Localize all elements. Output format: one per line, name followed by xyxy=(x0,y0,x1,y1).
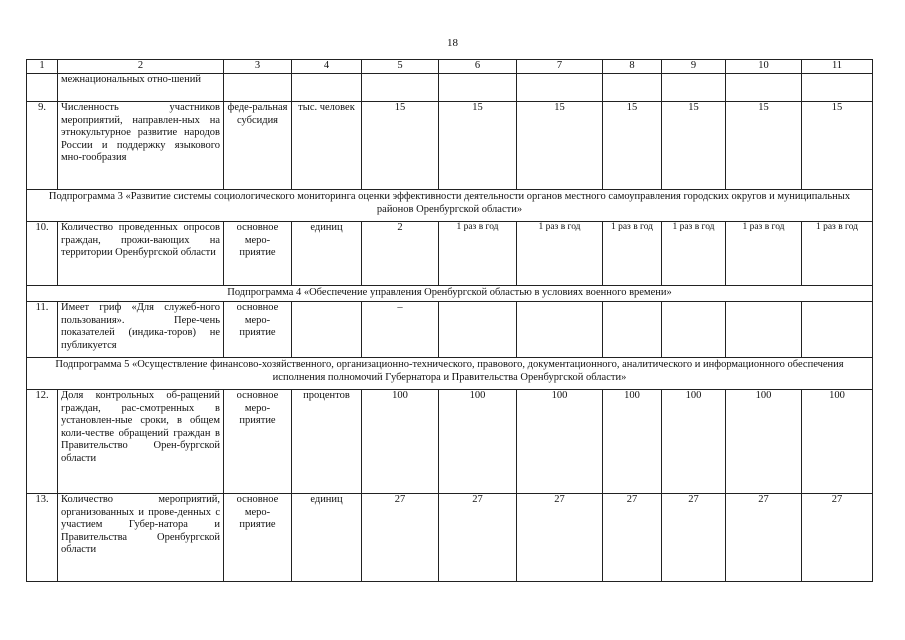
funding-source: основное меро-приятие xyxy=(224,390,292,494)
indicator-value: 15 xyxy=(603,102,662,190)
column-number: 1 xyxy=(27,60,58,74)
indicator-value xyxy=(802,302,873,358)
indicator-value xyxy=(726,74,802,102)
column-number: 8 xyxy=(603,60,662,74)
indicator-value: 15 xyxy=(662,102,726,190)
indicator-value: 27 xyxy=(362,494,439,582)
funding-source: основное меро-приятие xyxy=(224,302,292,358)
row-number: 9. xyxy=(27,102,58,190)
row-number: 12. xyxy=(27,390,58,494)
funding-source: основное меро-приятие xyxy=(224,494,292,582)
indicator-value: – xyxy=(362,302,439,358)
indicator-value: 1 раз в год xyxy=(802,222,873,286)
indicator-row xyxy=(27,494,873,582)
row-number xyxy=(27,74,58,102)
unit-of-measure: процентов xyxy=(292,390,362,494)
column-numbers-row xyxy=(27,60,873,74)
indicator-value xyxy=(662,74,726,102)
indicator-row xyxy=(27,222,873,286)
indicator-value: 100 xyxy=(603,390,662,494)
indicator-name: Доля контрольных об-ращений граждан, рас-смотренных в установлен-ные сроки, в общем коли-честве обращений граждан в Правительство Орен-бургской области xyxy=(58,390,224,494)
subprogram-title: Подпрограмма 5 «Осуществление финансово-хозяйственного, организационно-технического, правового, документационного, аналитического и информационного обеспечения исполнения полномочий Губернатора и Правительства Оренбургской области» xyxy=(27,358,873,390)
indicator-value xyxy=(517,74,603,102)
page-number: 18 xyxy=(447,37,458,49)
column-number: 4 xyxy=(292,60,362,74)
column-number: 10 xyxy=(726,60,802,74)
indicator-value: 100 xyxy=(802,390,873,494)
unit-of-measure: единиц xyxy=(292,494,362,582)
table-body xyxy=(27,60,873,582)
funding-source: феде-ральная субсидия xyxy=(224,102,292,190)
indicator-value: 27 xyxy=(517,494,603,582)
row-number: 13. xyxy=(27,494,58,582)
indicator-value xyxy=(726,302,802,358)
indicator-row xyxy=(27,74,873,102)
subprogram-row xyxy=(27,190,873,222)
indicator-value xyxy=(362,74,439,102)
indicator-name: Численность участников мероприятий, направлен-ных на этнокультурное развитие народов России и поддержку языкового мно-гообразия xyxy=(58,102,224,190)
indicator-value: 100 xyxy=(362,390,439,494)
indicator-value: 100 xyxy=(517,390,603,494)
indicator-value: 15 xyxy=(517,102,603,190)
indicator-value: 100 xyxy=(439,390,517,494)
indicator-value: 1 раз в год xyxy=(603,222,662,286)
indicator-value: 27 xyxy=(726,494,802,582)
indicator-value: 15 xyxy=(726,102,802,190)
indicator-value xyxy=(439,74,517,102)
funding-source: основное меро-приятие xyxy=(224,222,292,286)
subprogram-row xyxy=(27,286,873,302)
funding-source xyxy=(224,74,292,102)
indicator-value: 15 xyxy=(439,102,517,190)
indicator-row xyxy=(27,102,873,190)
column-number: 6 xyxy=(439,60,517,74)
indicator-name: Имеет гриф «Для служеб-ного пользования». Пере-чень показателей (индика-торов) не публикуется xyxy=(58,302,224,358)
subprogram-title: Подпрограмма 3 «Развитие системы социологического мониторинга оценки эффективности деятельности органов местного самоуправления городских округов и муниципальных районов Оренбургской области» xyxy=(27,190,873,222)
column-number: 5 xyxy=(362,60,439,74)
unit-of-measure: тыс. человек xyxy=(292,102,362,190)
indicator-value: 1 раз в год xyxy=(662,222,726,286)
indicator-value: 27 xyxy=(802,494,873,582)
indicator-value: 27 xyxy=(439,494,517,582)
indicator-value xyxy=(517,302,603,358)
column-number: 2 xyxy=(58,60,224,74)
indicator-value xyxy=(603,302,662,358)
column-number: 3 xyxy=(224,60,292,74)
indicator-row xyxy=(27,302,873,358)
indicator-name: межнациональных отно-шений xyxy=(58,74,224,102)
row-number: 11. xyxy=(27,302,58,358)
indicator-value xyxy=(439,302,517,358)
column-number: 7 xyxy=(517,60,603,74)
column-number: 11 xyxy=(802,60,873,74)
subprogram-title: Подпрограмма 4 «Обеспечение управления Оренбургской областью в условиях военного времени» xyxy=(27,286,873,302)
indicator-row xyxy=(27,390,873,494)
indicator-value xyxy=(662,302,726,358)
indicator-value: 100 xyxy=(662,390,726,494)
indicator-value: 2 xyxy=(362,222,439,286)
indicator-value: 1 раз в год xyxy=(517,222,603,286)
indicator-value: 15 xyxy=(362,102,439,190)
indicator-value: 15 xyxy=(802,102,873,190)
indicator-value: 100 xyxy=(726,390,802,494)
indicator-value: 27 xyxy=(662,494,726,582)
unit-of-measure: единиц xyxy=(292,222,362,286)
indicator-value xyxy=(603,74,662,102)
indicator-value: 1 раз в год xyxy=(726,222,802,286)
indicator-name: Количество проведенных опросов граждан, прожи-вающих на территории Оренбургской области xyxy=(58,222,224,286)
unit-of-measure xyxy=(292,302,362,358)
indicators-table xyxy=(26,59,873,582)
indicator-value: 1 раз в год xyxy=(439,222,517,286)
unit-of-measure xyxy=(292,74,362,102)
indicator-value: 27 xyxy=(603,494,662,582)
column-number: 9 xyxy=(662,60,726,74)
row-number: 10. xyxy=(27,222,58,286)
subprogram-row xyxy=(27,358,873,390)
indicator-value xyxy=(802,74,873,102)
indicator-name: Количество мероприятий, организованных и прове-денных с участием Губер-натора и Правительства Оренбургской области xyxy=(58,494,224,582)
